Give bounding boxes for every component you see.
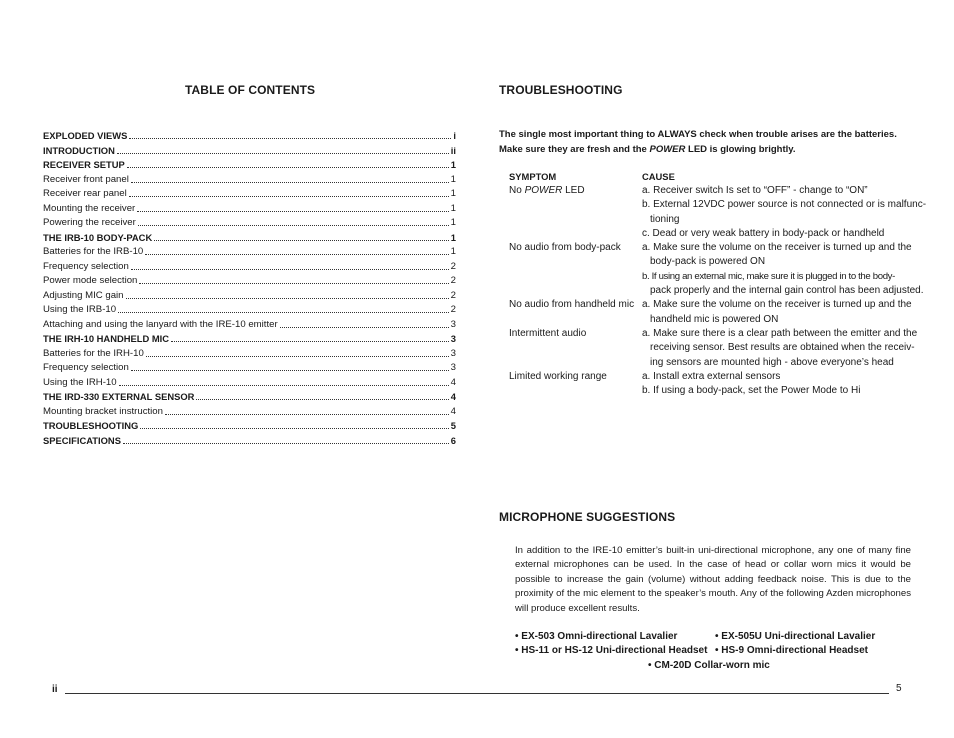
toc-leader-dots [117,152,449,154]
cause-line: a. Make sure the volume on the receiver is turned up and the [642,242,912,254]
mic-item-ex503: • EX-503 Omni-directional Lavalier [515,631,678,642]
intro-line-1: The single most important thing to ALWAYS check when trouble arises are the batteries. [499,129,897,140]
toc-entry-label: Batteries for the IRB-10 [43,246,144,257]
mic-item-ex505u: • EX-505U Uni-directional Lavalier [715,631,876,642]
cause-line: pack properly and the internal gain control has been adjusted. [650,285,924,297]
toc-leader-dots [118,311,449,313]
toc-entry-label: Mounting the receiver [43,202,136,214]
mic-item-hs9: • HS-9 Omni-directional Headset [715,645,868,656]
toc-entry [43,302,456,316]
toc-entry-page: 4 [450,391,456,402]
cause-header: CAUSE [642,171,675,182]
microphone-paragraph: In addition to the IRE-10 emitter’s built-in uni-directional microphone, any one of many fine external microphones can be used. In the case of head or collar worn mics it would be possible to increase the gain (volume) without adding feedback noise. This is due to the proximity of the mic element to the speaker’s mouth. Any of the following Azden microphones will produce excellent results. [515,545,911,614]
toc-entry [43,143,456,157]
toc-entry [43,404,456,418]
toc-entry-page: 3 [450,347,456,359]
toc-leader-dots [127,166,449,168]
toc-entry-page: 3 [450,333,456,344]
toc-leader-dots [131,181,449,183]
toc-entry-page: 1 [450,231,456,243]
microphone-suggestions-title: MICROPHONE SUGGESTIONS [499,510,676,524]
power-led-emphasis: POWER [524,185,563,196]
mic-item-cm20d: • CM-20D Collar-worn mic [648,660,770,671]
toc-leader-dots [139,282,448,284]
toc-entry-page: ii [450,144,456,156]
left-footer-rule [65,693,889,694]
toc-entry-page: 3 [450,362,456,373]
cause-line: receiving sensor. Best results are obtained when the receiv- [650,342,915,354]
toc-entry-label: Power mode selection [43,275,138,286]
toc-entry [43,346,456,360]
toc-leader-dots [131,369,449,371]
toc-entry-label: Adjusting MIC gain [43,289,124,301]
cause-line: a. Make sure there is a clear path between the emitter and the [642,328,918,339]
cause-line: b. If using a body-pack, set the Power Mode to Hi [642,385,861,397]
toc-entry-label: Attaching and using the lanyard with the IRE-10 emitter [43,318,278,330]
toc-entry-label: Powering the receiver [43,217,136,228]
toc-entry-page: 2 [450,304,456,315]
cause-line: a. Receiver switch Is set to “OFF” - change to “ON” [642,185,868,196]
power-led-emphasis: POWER [649,144,686,155]
intro-line-2: Make sure they are fresh and the POWER LED is glowing brightly. [499,144,796,155]
toc-entry-page: 4 [450,376,456,388]
toc-entry-label: TROUBLESHOOTING [43,420,139,431]
left-page-number: ii [52,684,58,695]
toc-entry-label: RECEIVER SETUP [43,159,125,170]
toc-entry-page: 2 [450,260,456,272]
troubleshooting-title: TROUBLESHOOTING [499,83,623,97]
symptom-cell: No audio from body-pack [509,242,621,254]
toc-entry-page: 3 [450,318,456,330]
cause-cell [642,241,924,298]
cause-line: body-pack is powered ON [650,256,766,268]
toc-leader-dots [123,442,449,444]
toc-entry-page: 2 [450,275,456,286]
cause-line: a. Make sure the volume on the receiver is turned up and the [642,299,912,311]
toc-entry [43,201,456,215]
toc-leader-dots [129,137,451,139]
toc-leader-dots [171,340,449,342]
toc-leader-dots [119,384,449,386]
toc-entry-page: 1 [450,202,456,214]
toc-leader-dots [140,427,448,429]
toc-leader-dots [126,297,449,299]
toc-title: TABLE OF CONTENTS [185,83,316,97]
cause-line: c. Dead or very weak battery in body-pack or handheld [642,227,885,239]
toc-entry [43,186,456,200]
cause-cell [642,370,912,399]
toc-entry [43,389,456,403]
symptom-cell: No POWER LED [509,185,585,196]
toc-entry [43,317,456,331]
toc-entry-label: Receiver rear panel [43,188,127,199]
right-page-number: 5 [896,683,902,694]
toc-entry [43,288,456,302]
toc-entry-label: Receiver front panel [43,173,129,185]
toc-leader-dots [196,398,448,400]
cause-line: a. Install extra external sensors [642,370,781,382]
troubleshooting-intro [499,127,919,157]
toc-entry [43,433,456,447]
toc-entry-label: THE IRB-10 BODY-PACK [43,231,153,243]
toc-entry [43,244,456,258]
toc-entry-page: 1 [450,217,456,228]
cause-cell [642,327,918,370]
toc-entry-label: SPECIFICATIONS [43,434,121,446]
toc-entry-page: 1 [450,188,456,199]
cause-line: handheld mic is powered ON [650,313,779,325]
cause-cell [642,184,927,241]
toc-entry-label: INTRODUCTION [43,144,115,156]
symptom-cell: No audio from handheld mic [509,299,635,311]
toc-leader-dots [154,239,449,241]
toc-entry-label: THE IRH-10 HANDHELD MIC [43,333,170,344]
toc-entry-page: 5 [450,420,456,431]
cause-line: tioning [650,213,680,225]
toc-entry-page: i [453,130,456,141]
toc-entry [43,375,456,389]
toc-leader-dots [131,268,449,270]
toc-entry-label: Frequency selection [43,362,129,373]
toc-entry [43,230,456,244]
toc-entry [43,157,456,171]
toc-entry [43,360,456,374]
cause-line: ing sensors are mounted high - above everyone’s head [650,356,894,368]
toc-entry-label: Using the IRH-10 [43,376,117,388]
toc-entry-page: 1 [450,159,456,170]
mic-item-hs11-hs12: • HS-11 or HS-12 Uni-directional Headset [515,645,708,656]
toc-entry [43,418,456,432]
toc-leader-dots [280,326,449,328]
cause-line: b. External 12VDC power source is not connected or is malfunc- [642,199,927,211]
symptom-header: SYMPTOM [509,171,557,182]
cause-cell [642,298,912,327]
toc-entry-label: Frequency selection [43,260,129,272]
toc-entry-label: Mounting bracket instruction [43,405,163,417]
toc-entry [43,128,456,142]
toc-entry [43,215,456,229]
toc-entry-page: 4 [450,405,456,417]
toc-leader-dots [138,224,449,226]
toc-entry [43,331,456,345]
symptom-cell: Intermittent audio [509,328,587,339]
symptom-cell: Limited working range [509,370,607,382]
toc-leader-dots [165,413,449,415]
toc-entry-page: 1 [450,173,456,185]
toc-entry-page: 2 [450,289,456,301]
toc-entry [43,259,456,273]
toc-leader-dots [145,253,448,255]
toc-entry-label: THE IRD-330 EXTERNAL SENSOR [43,391,195,402]
toc-entry-page: 1 [450,246,456,257]
toc-entry [43,172,456,186]
toc-entry-label: Using the IRB-10 [43,304,117,315]
toc-entry-label: Batteries for the IRH-10 [43,347,144,359]
toc-entry-label: EXPLODED VIEWS [43,130,128,141]
toc-leader-dots [137,210,448,212]
toc-entry [43,273,456,287]
cause-line: b. If using an external mic, make sure it is plugged in to the body- [642,270,895,282]
toc-leader-dots [129,195,449,197]
toc-leader-dots [146,355,449,357]
toc-entry-page: 6 [450,434,456,446]
